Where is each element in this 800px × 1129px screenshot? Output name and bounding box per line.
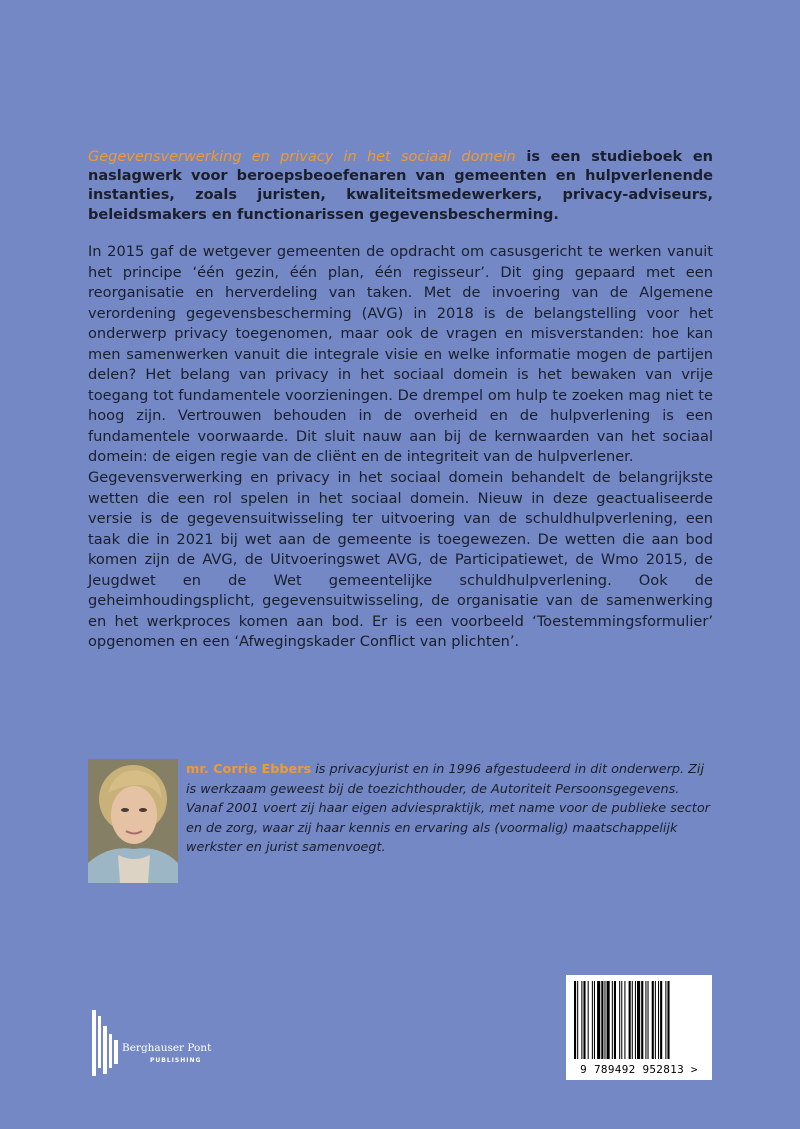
book-title: Gegevensverwerking en privacy in het sociaal domein [88, 149, 516, 165]
body-paragraph-1: In 2015 gaf de wetgever gemeenten de opdracht om casusgericht te werken vanuit het principe ‘één gezin, één plan, één regisseur’. Dit ging gepaard met een reorganisatie en herverdeling van taken. Met de invoering van de Algemene verordening gegevensbescherming (AVG) in 2018 is de belangstelling voor het onderwerp privacy toegenomen, maar ook de vragen en misverstanden: hoe kan men samenwerken vanuit die integrale visie en welke informatie mogen de partijen delen? Het belang van privacy in het sociaal domein is het bewaken van vrije toegang tot fundamentele voorzieningen. De drempel om hulp te zoeken mag niet te hoog zijn. Vertrouwen behouden in de overheid en de hulpverlening is een fundamentele voorwaarde. Dit sluit nauw aan bij de kernwaarden van het sociaal domein: de eigen regie van de cliënt en de integriteit van de hulpverlener. [88, 243, 713, 465]
publisher-logo [88, 1010, 218, 1080]
intro-paragraph [88, 148, 713, 225]
barcode [566, 975, 712, 1080]
isbn-number: 9 789492 952813 > [580, 1063, 698, 1076]
body-paragraph-2: Gegevensverwerking en privacy in het sociaal domein behandelt de belangrijkste wetten die een rol spelen in het sociaal domein. Nieuw in deze geactualiseerde versie is de gegevensuitwisseling ter uitvoering van de schuldhulpverlening, een taak die in 2021 bij wet aan de gemeente is toegewezen. De wetten die aan bod komen zijn de AVG, de Uitvoeringswet AVG, de Participatiewet, de Wmo 2015, de Jeugdwet en de Wet gemeentelijke schuldhulpverlening. Ook de geheimhoudingsplicht, gegevensuitwisseling, de organisatie van de samenwerking en het werkproces komen aan bod. Er is een voorbeeld ‘Toestemmingsformulier’ opgenomen en een ‘Afwegingskader Conflict van plichten’. [88, 469, 713, 650]
publisher-subtitle: PUBLISHING [150, 1057, 202, 1064]
author-bio [186, 760, 714, 858]
publisher-name: Berghauser Pont [122, 1042, 212, 1054]
intro-text: is een studieboek en naslagwerk voor beroepsbeoefenaren van gemeenten en hulpverlenende instanties, zoals juristen, kwaliteitsmedewerkers, privacy-adviseurs, beleidsmakers en functionarissen gegevensbescherming. [88, 149, 713, 223]
barcode-bars-icon [572, 981, 706, 1059]
author-photo [88, 759, 178, 883]
author-bio-text: is privacyjurist en in 1996 afgestudeerd in dit onderwerp. Zij is werkzaam geweest bij de toezichthouder, de Autoriteit Persoonsgegevens. Vanaf 2001 voert zij haar eigen adviespraktijk, met name voor de publieke sector en de zorg, waar zij haar kennis en ervaring als (voormalig) maatschappelijk werkster en jurist samenvoegt. [186, 762, 710, 855]
author-name: mr. Corrie Ebbers [186, 762, 312, 777]
publisher-mark-icon [88, 1010, 122, 1080]
